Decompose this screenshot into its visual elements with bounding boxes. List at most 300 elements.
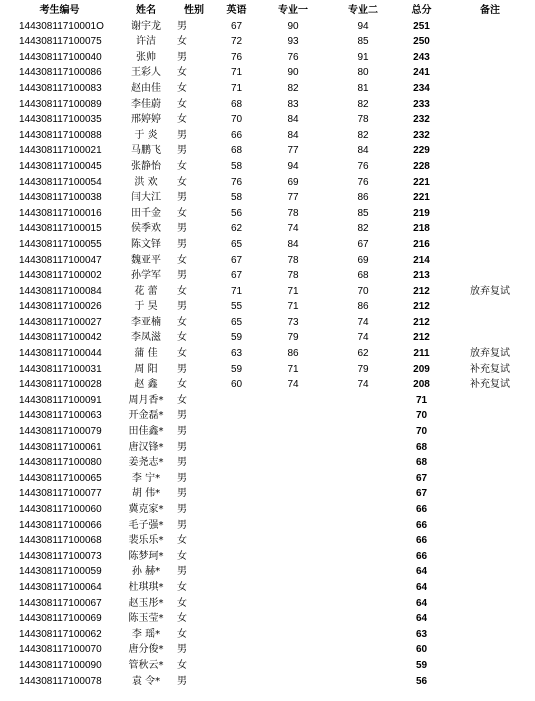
candidate-name: 李 瑶* [131,628,161,640]
candidate-id: 144308117100062 [19,628,102,640]
candidate-id: 144308117100067 [19,597,102,609]
total-score: 232 [413,114,430,126]
note [445,175,535,191]
major2-score [328,596,398,612]
note [445,206,535,222]
table-row [0,143,535,159]
note [445,221,535,237]
candidate-gender: 女 [177,176,187,188]
english-score: 70 [230,114,243,126]
table-row [0,658,535,674]
candidate-gender: 男 [177,488,187,500]
major1-score: 74 [287,223,299,235]
candidate-name: 唐汉锋* [128,441,164,453]
candidate-id: 14430811710001O [19,20,104,32]
total-score: 250 [413,36,430,48]
english-score [215,564,258,580]
total-score: 66 [415,519,428,531]
major2-score: 70 [357,285,369,297]
note: 放弃复试 [470,285,510,297]
candidate-gender: 女 [177,207,187,219]
total-score: 212 [413,285,430,297]
major1-score [258,486,328,502]
candidate-gender: 男 [177,238,187,250]
total-score: 56 [415,675,428,687]
english-score [215,611,258,627]
english-score: 67 [230,20,243,32]
major2-score: 86 [357,301,369,313]
total-score: 241 [413,67,430,79]
english-score: 76 [230,51,243,63]
english-score [215,408,258,424]
candidate-gender: 女 [177,597,187,609]
candidate-gender: 男 [177,566,187,578]
english-score: 76 [230,176,243,188]
major1-score: 84 [287,114,299,126]
major2-score [328,627,398,643]
note [445,268,535,284]
table-row [0,65,535,81]
candidate-name: 李佳蔚 [131,98,161,110]
candidate-id: 144308117100084 [19,285,102,297]
header-id: 考生编号 [39,5,80,16]
major1-score [258,471,328,487]
major2-score: 80 [357,67,369,79]
candidate-gender: 男 [177,426,187,438]
total-score: 208 [413,379,430,391]
english-score [215,674,258,690]
major2-score: 76 [357,176,369,188]
table-row [0,393,535,409]
total-score: 212 [413,332,430,344]
candidate-name: 姜尧志* [128,457,164,469]
note [445,19,535,35]
english-score: 59 [230,363,243,375]
candidate-name: 陈玉莹* [128,613,164,625]
note [445,253,535,269]
candidate-id: 144308117100059 [19,566,102,578]
major1-score: 76 [287,51,299,63]
table-row [0,580,535,596]
candidate-name: 张帅 [136,51,156,63]
candidate-id: 144308117100083 [19,82,102,94]
total-score: 66 [415,550,428,562]
candidate-id: 144308117100035 [19,114,102,126]
table-row [0,455,535,471]
total-score: 216 [413,238,430,250]
table-row [0,112,535,128]
candidate-id: 144308117100079 [19,426,102,438]
candidate-gender: 女 [177,36,187,48]
major1-score [258,580,328,596]
candidate-id: 144308117100070 [19,644,102,656]
major2-score [328,424,398,440]
table-row [0,159,535,175]
major2-score: 79 [357,363,369,375]
total-score: 66 [415,535,428,547]
table-row [0,377,535,393]
total-score: 63 [415,628,428,640]
candidate-id: 144308117100045 [19,160,102,172]
table-row [0,299,535,315]
major1-score: 90 [287,20,299,32]
candidate-name: 孙学军 [131,270,161,282]
candidate-id: 144308117100073 [19,550,102,562]
major2-score: 74 [357,332,369,344]
major1-score [258,611,328,627]
table-row [0,533,535,549]
candidate-gender: 男 [177,410,187,422]
note [445,424,535,440]
candidate-name: 赵玉彤* [128,597,164,609]
table-row [0,128,535,144]
header-name: 姓名 [136,5,156,16]
major1-score: 71 [287,301,299,313]
major1-score: 69 [287,176,299,188]
major1-score: 78 [287,270,299,282]
candidate-id: 144308117100064 [19,581,102,593]
major1-score: 94 [287,160,299,172]
candidate-id: 144308117100002 [19,270,102,282]
english-score [215,471,258,487]
english-score: 59 [230,332,243,344]
candidate-id: 144308117100061 [19,441,102,453]
header-major2: 专业二 [348,5,378,16]
total-score: 67 [415,488,428,500]
candidate-name: 李亚楠 [131,316,161,328]
major2-score [328,455,398,471]
candidate-id: 144308117100015 [19,223,102,235]
major2-score: 86 [357,192,369,204]
candidate-name: 开金磊* [128,410,164,422]
major2-score: 82 [357,98,369,110]
note [445,611,535,627]
table-row [0,471,535,487]
english-score: 71 [230,67,243,79]
note [445,549,535,565]
candidate-id: 144308117100060 [19,504,102,515]
english-score: 67 [230,254,243,266]
major1-score [258,596,328,612]
candidate-id: 144308117100042 [19,332,102,344]
table-row [0,175,535,191]
table-row [0,362,535,378]
english-score [215,596,258,612]
major2-score [328,642,398,658]
table-row [0,674,535,690]
note [445,658,535,674]
major2-score [328,658,398,674]
candidate-name: 赵由佳 [131,82,161,94]
total-score: 228 [413,160,430,172]
candidate-name: 王彩人 [131,67,161,79]
candidate-gender: 男 [177,472,187,484]
candidate-id: 144308117100055 [19,238,102,250]
table-row [0,50,535,66]
note [445,50,535,66]
major2-score: 62 [357,348,369,360]
table-row [0,408,535,424]
candidate-name: 杜琪琪* [128,581,164,593]
candidate-gender: 女 [177,348,187,360]
candidate-name: 孙 赫* [131,566,161,578]
table-row [0,284,535,300]
candidate-gender: 女 [177,659,187,671]
total-score: 68 [415,441,428,453]
candidate-gender: 男 [177,51,187,63]
candidate-id: 144308117100077 [19,488,102,500]
total-score: 243 [413,51,430,63]
major2-score: 67 [357,238,369,250]
note [445,580,535,596]
english-score: 65 [230,238,243,250]
candidate-id: 144308117100026 [19,301,102,313]
total-score: 211 [413,348,430,360]
major1-score [258,627,328,643]
total-score: 64 [415,566,428,578]
table-row [0,642,535,658]
header-total: 总分 [411,5,432,16]
candidate-name: 田佳鑫* [128,426,164,438]
note [445,471,535,487]
note [445,564,535,580]
candidate-name: 谢宇龙 [131,20,161,32]
major1-score [258,424,328,440]
candidate-name: 田千金 [131,207,161,219]
major2-score: 69 [357,254,369,266]
candidate-name: 李 宁* [131,472,161,484]
candidate-id: 144308117100088 [19,129,102,141]
english-score: 71 [230,285,243,297]
major2-score: 74 [357,316,369,328]
candidate-id: 144308117100038 [19,192,102,204]
candidate-name: 陈文铎 [131,238,161,250]
total-score: 221 [413,176,430,188]
note [445,408,535,424]
total-score: 67 [415,472,428,484]
candidate-name: 胡 伟* [131,488,161,500]
major2-score: 76 [357,160,369,172]
candidate-name: 张静怡 [131,160,161,172]
candidate-gender: 男 [177,644,187,656]
total-score: 214 [413,254,430,266]
note [445,315,535,331]
major1-score: 77 [287,145,299,157]
note [445,143,535,159]
table-row [0,237,535,253]
candidate-name: 裴乐乐* [128,535,164,547]
total-score: 232 [413,129,430,141]
candidate-name: 李凤滋 [131,332,161,344]
candidate-gender: 女 [177,394,187,406]
english-score [215,549,258,565]
note [445,34,535,50]
major2-score: 91 [357,51,369,63]
major2-score [328,486,398,502]
major2-score: 94 [357,20,369,32]
candidate-id: 144308117100028 [19,379,102,391]
major1-score [258,408,328,424]
major2-score [328,471,398,487]
candidate-gender: 女 [177,581,187,593]
major2-score [328,533,398,549]
candidate-gender: 女 [177,613,187,625]
major2-score: 74 [357,379,369,391]
table-row [0,440,535,456]
candidate-id: 144308117100091 [19,394,102,406]
major2-score [328,393,398,409]
candidate-gender: 女 [177,535,187,547]
total-score: 213 [413,270,430,282]
total-score: 66 [415,504,428,515]
major1-score [258,518,328,534]
candidate-id: 144308117100040 [19,51,102,63]
major2-score: 68 [357,270,369,282]
candidate-gender: 女 [177,82,187,94]
english-score: 60 [230,379,243,391]
note [445,455,535,471]
table-row [0,19,535,35]
candidate-gender: 女 [177,379,187,391]
header-row [0,3,535,19]
table-row [0,315,535,331]
english-score: 55 [230,301,243,313]
candidate-gender: 女 [177,285,187,297]
english-score [215,627,258,643]
candidate-name: 管秋云* [128,659,164,671]
candidate-gender: 男 [177,145,187,157]
candidate-id: 144308117100065 [19,472,102,484]
candidate-id: 144308117100031 [19,363,102,375]
total-score: 70 [415,410,428,422]
english-score [215,393,258,409]
major1-score [258,642,328,658]
table-row [0,627,535,643]
score-table [0,3,535,689]
candidate-name: 于 昊 [134,301,158,313]
candidate-gender: 男 [177,504,187,515]
major1-score: 79 [287,332,299,344]
table-row [0,486,535,502]
note [445,237,535,253]
candidate-id: 144308117100054 [19,176,102,188]
major1-score [258,549,328,565]
total-score: 64 [415,581,428,593]
candidate-id: 144308117100086 [19,67,102,79]
total-score: 212 [413,316,430,328]
candidate-gender: 男 [177,192,187,204]
total-score: 59 [415,659,428,671]
table-row [0,206,535,222]
major2-score: 82 [357,129,369,141]
candidate-id: 144308117100044 [19,348,102,360]
candidate-gender: 女 [177,254,187,266]
english-score: 68 [230,145,243,157]
candidate-gender: 女 [177,98,187,110]
candidate-gender: 男 [177,363,187,375]
candidate-id: 144308117100078 [19,675,102,687]
candidate-name: 马鹏飞 [131,145,161,157]
candidate-id: 144308117100068 [19,535,102,547]
candidate-id: 144308117100066 [19,519,102,531]
candidate-gender: 女 [177,160,187,172]
table-row [0,502,535,518]
english-score: 58 [230,160,243,172]
candidate-gender: 男 [177,441,187,453]
note [445,97,535,113]
note [445,112,535,128]
total-score: 234 [413,82,430,94]
table-row [0,330,535,346]
candidate-id: 144308117100047 [19,254,102,266]
major1-score: 74 [287,379,299,391]
english-score: 68 [230,98,243,110]
major2-score [328,408,398,424]
total-score: 64 [415,613,428,625]
candidate-gender: 男 [177,519,187,531]
note [445,502,535,518]
candidate-gender: 女 [177,67,187,79]
note: 补充复试 [470,379,510,391]
english-score [215,658,258,674]
candidate-name: 周 阳 [134,363,158,375]
total-score: 209 [413,363,430,375]
major2-score: 85 [357,36,369,48]
candidate-id: 144308117100063 [19,410,102,422]
table-row [0,549,535,565]
total-score: 68 [415,457,428,469]
candidate-id: 144308117100027 [19,316,102,328]
major2-score: 84 [357,145,369,157]
major1-score: 78 [287,207,299,219]
candidate-id: 144308117100069 [19,613,102,625]
total-score: 64 [415,597,428,609]
total-score: 233 [413,98,430,110]
candidate-name: 蒲 佳 [134,348,158,360]
table-row [0,97,535,113]
candidate-gender: 女 [177,332,187,344]
english-score: 66 [230,129,243,141]
major2-score: 81 [357,82,369,94]
table-row [0,611,535,627]
note [445,299,535,315]
major2-score [328,502,398,518]
note [445,190,535,206]
note [445,533,535,549]
english-score [215,642,258,658]
candidate-name: 闫大江 [131,192,161,204]
english-score: 67 [230,270,243,282]
total-score: 212 [413,301,430,313]
major2-score [328,611,398,627]
major1-score [258,658,328,674]
major2-score: 85 [357,207,369,219]
total-score: 229 [413,145,430,157]
major1-score: 93 [287,36,299,48]
candidate-id: 144308117100016 [19,207,102,219]
major1-score: 86 [287,348,299,360]
major2-score [328,440,398,456]
major1-score [258,674,328,690]
candidate-name: 袁 令* [131,675,161,687]
english-score [215,424,258,440]
note: 放弃复试 [470,348,510,360]
candidate-id: 144308117100080 [19,457,102,469]
english-score [215,440,258,456]
major2-score: 78 [357,114,369,126]
note [445,627,535,643]
major1-score: 78 [287,254,299,266]
